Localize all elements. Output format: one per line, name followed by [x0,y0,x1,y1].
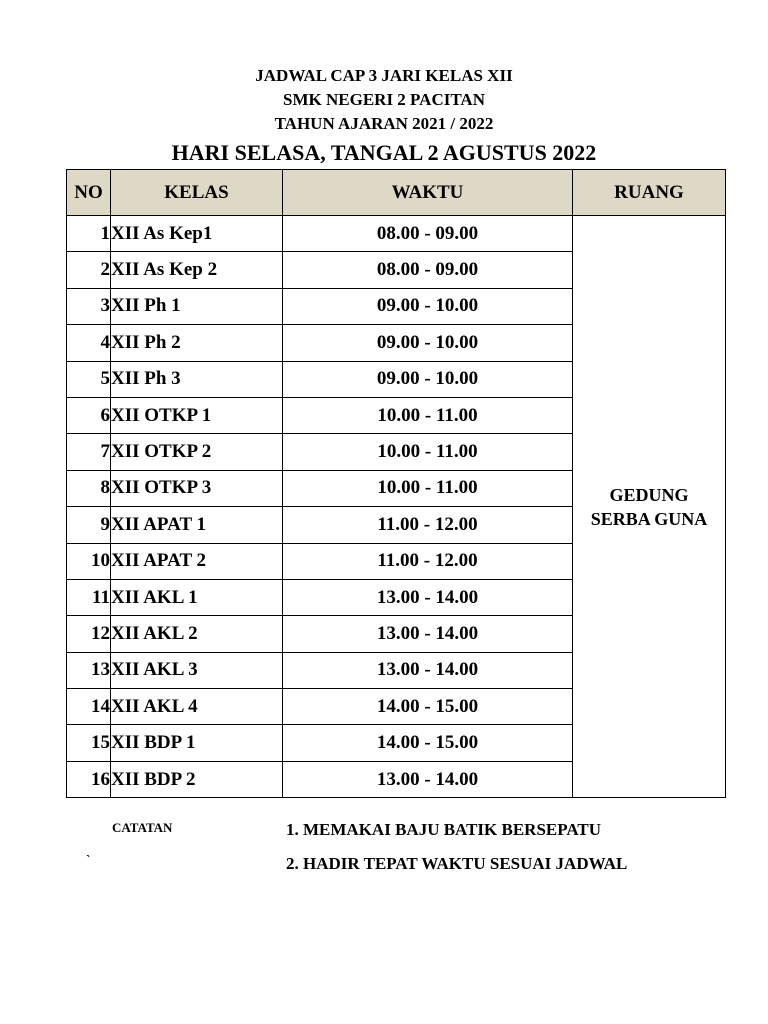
class-name: XII As Kep1 [111,216,283,252]
row-number: 4 [67,325,111,361]
time-slot: 14.00 - 15.00 [283,725,573,761]
time-slot: 09.00 - 10.00 [283,361,573,397]
row-number: 7 [67,434,111,470]
row-number: 3 [67,288,111,324]
row-number: 8 [67,470,111,506]
column-header-no: NO [67,170,111,216]
row-number: 11 [67,579,111,615]
note-item-2: 2. HADIR TEPAT WAKTU SESUAI JADWAL [286,854,628,873]
class-name: XII AKL 1 [111,579,283,615]
time-slot: 10.00 - 11.00 [283,434,573,470]
academic-year: TAHUN AJARAN 2021 / 2022 [274,114,494,133]
class-name: XII Ph 1 [111,288,283,324]
time-slot: 13.00 - 14.00 [283,616,573,652]
column-header-ruang: RUANG [573,170,726,216]
title-line-1: JADWAL CAP 3 JARI KELAS XII [255,66,513,85]
row-number: 16 [67,761,111,797]
notes-label: CATATAN [112,820,173,835]
class-name: XII AKL 2 [111,616,283,652]
class-name: XII APAT 2 [111,543,283,579]
row-number: 12 [67,616,111,652]
row-number: 9 [67,507,111,543]
time-slot: 13.00 - 14.00 [283,652,573,688]
column-header-waktu: WAKTU [283,170,573,216]
class-name: XII APAT 1 [111,507,283,543]
school-name: SMK NEGERI 2 PACITAN [283,90,485,109]
class-name: XII OTKP 1 [111,397,283,433]
time-slot: 10.00 - 11.00 [283,470,573,506]
time-slot: 11.00 - 12.00 [283,507,573,543]
stray-mark: ` [86,852,91,867]
row-number: 15 [67,725,111,761]
row-number: 5 [67,361,111,397]
time-slot: 13.00 - 14.00 [283,579,573,615]
time-slot: 14.00 - 15.00 [283,689,573,725]
time-slot: 09.00 - 10.00 [283,325,573,361]
room-line-2: SERBA GUNA [590,508,708,529]
column-header-kelas: KELAS [111,170,283,216]
class-name: XII BDP 2 [111,761,283,797]
schedule-table [66,169,726,798]
row-number: 10 [67,543,111,579]
class-name: XII AKL 3 [111,652,283,688]
row-number: 1 [67,216,111,252]
time-slot: 09.00 - 10.00 [283,288,573,324]
row-number: 6 [67,397,111,433]
room-cell [573,216,726,798]
row-number: 14 [67,689,111,725]
schedule-date: HARI SELASA, TANGAL 2 AGUSTUS 2022 [171,140,597,165]
table-row [67,216,726,252]
time-slot: 11.00 - 12.00 [283,543,573,579]
class-name: XII AKL 4 [111,689,283,725]
time-slot: 08.00 - 09.00 [283,252,573,288]
row-number: 2 [67,252,111,288]
time-slot: 08.00 - 09.00 [283,216,573,252]
class-name: XII Ph 2 [111,325,283,361]
room-line-1: GEDUNG [609,484,689,505]
time-slot: 10.00 - 11.00 [283,397,573,433]
class-name: XII OTKP 3 [111,470,283,506]
class-name: XII OTKP 2 [111,434,283,470]
class-name: XII As Kep 2 [111,252,283,288]
table-header-row [67,170,726,216]
note-item-1: 1. MEMAKAI BAJU BATIK BERSEPATU [286,820,601,839]
class-name: XII Ph 3 [111,361,283,397]
time-slot: 13.00 - 14.00 [283,761,573,797]
class-name: XII BDP 1 [111,725,283,761]
row-number: 13 [67,652,111,688]
